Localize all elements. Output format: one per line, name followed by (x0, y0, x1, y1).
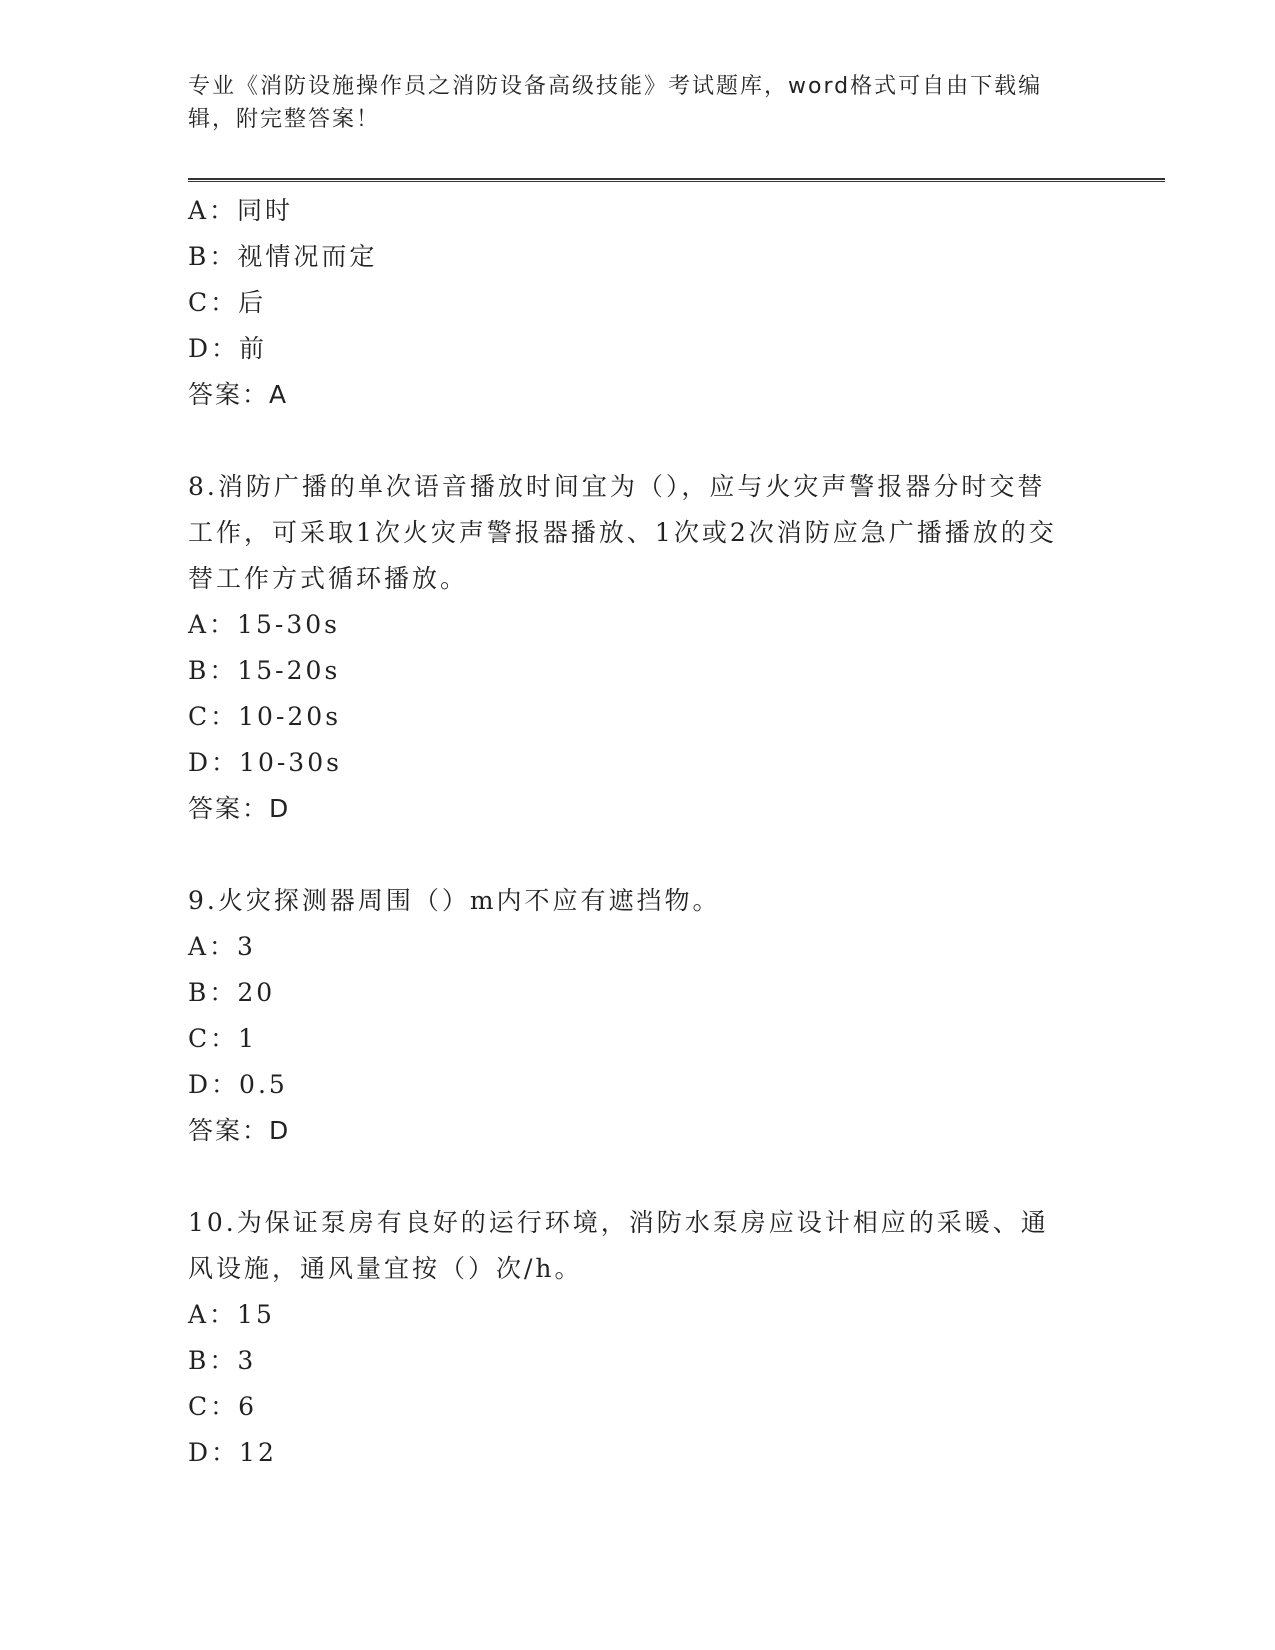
question-stem: 8.消防广播的单次语音播放时间宜为（），应与火灾声警报器分时交替工作，可采取1次火灾声警报器播放、1次或2次消防应急广播播放的交替工作方式循环播放。 (188, 472, 1057, 593)
answer: 答案：D (188, 1116, 291, 1145)
question-9 (188, 878, 1108, 1154)
option-c: C：1 (188, 1024, 258, 1053)
option-a: A：15-30s (188, 610, 340, 639)
question-stem: 9.火灾探测器周围（）m内不应有遮挡物。 (188, 886, 721, 915)
spacer (188, 832, 1108, 878)
question-7 (188, 188, 1108, 418)
option-c: C：6 (188, 1392, 258, 1421)
option-a: A：3 (188, 932, 256, 961)
question-10 (188, 1200, 1108, 1476)
option-d: D：10-30s (188, 748, 342, 777)
option-a: A：同时 (188, 196, 294, 225)
option-b: B：视情况而定 (188, 242, 378, 271)
option-a: A：15 (188, 1300, 275, 1329)
question-list (188, 188, 1108, 1476)
option-b: B：3 (188, 1346, 257, 1375)
question-stem: 10.为保证泵房有良好的运行环境，消防水泵房应设计相应的采暖、通风设施，通风量宜按（）次/h。 (188, 1208, 1049, 1283)
answer: 答案：A (188, 380, 289, 409)
option-c: C：10-20s (188, 702, 342, 731)
spacer (188, 1154, 1108, 1200)
page-header: 专业《消防设施操作员之消防设备高级技能》考试题库，word格式可自由下载编辑，附完整答案！ (188, 74, 1043, 132)
answer: 答案：D (188, 794, 291, 823)
option-d: D：12 (188, 1438, 277, 1467)
option-c: C：后 (188, 288, 267, 317)
spacer (188, 418, 1108, 464)
option-b: B：20 (188, 978, 276, 1007)
option-d: D：0.5 (188, 1070, 288, 1099)
question-8 (188, 464, 1108, 832)
option-d: D：前 (188, 334, 268, 363)
option-b: B：15-20s (188, 656, 341, 685)
header-divider (188, 178, 1165, 182)
